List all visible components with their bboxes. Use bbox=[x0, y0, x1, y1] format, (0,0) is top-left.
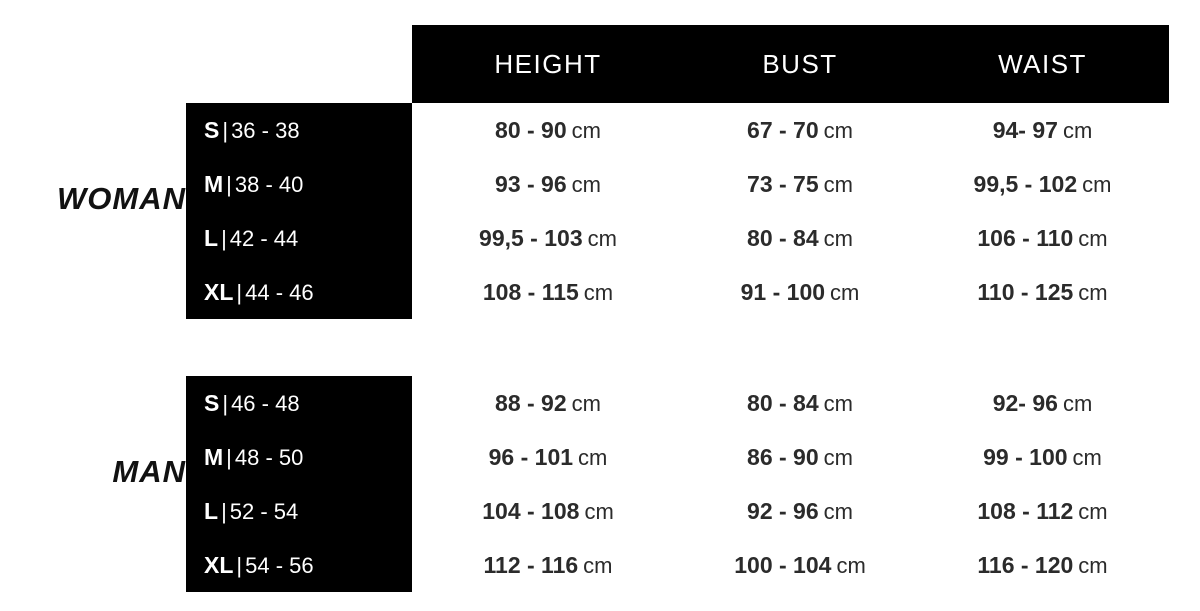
size-code: M bbox=[204, 170, 224, 197]
size-code: L bbox=[204, 224, 219, 251]
cell-bust bbox=[684, 171, 916, 198]
cell-bust bbox=[684, 552, 916, 579]
cell-waist bbox=[916, 390, 1169, 417]
unit: cm bbox=[578, 444, 608, 470]
size-separator: | bbox=[222, 390, 229, 416]
column-header-waist: WAIST bbox=[998, 48, 1087, 79]
cell-waist bbox=[916, 279, 1169, 306]
value: 92- 96 bbox=[992, 389, 1058, 416]
row-size-label bbox=[186, 498, 412, 525]
value: 96 - 101 bbox=[488, 443, 574, 470]
row-size-label bbox=[186, 117, 412, 144]
value: 112 - 116 bbox=[483, 551, 579, 578]
value: 108 - 115 bbox=[482, 278, 579, 305]
value: 73 - 75 bbox=[747, 170, 819, 197]
unit: cm bbox=[1072, 444, 1102, 470]
value: 99,5 - 102 bbox=[973, 170, 1078, 197]
cell-waist bbox=[916, 498, 1169, 525]
size-code: S bbox=[204, 389, 220, 416]
size-eu-range: 54 - 56 bbox=[245, 552, 314, 578]
row-size-label bbox=[186, 552, 412, 579]
unit: cm bbox=[1078, 498, 1108, 524]
size-eu-range: 44 - 46 bbox=[245, 279, 314, 305]
unit: cm bbox=[823, 225, 853, 251]
size-rows-man bbox=[186, 376, 1169, 592]
table-row bbox=[186, 265, 1169, 319]
table-row bbox=[186, 103, 1169, 157]
unit: cm bbox=[571, 390, 601, 416]
size-eu-range: 52 - 54 bbox=[229, 498, 299, 524]
size-rows-woman bbox=[186, 103, 1169, 319]
unit: cm bbox=[583, 552, 613, 578]
value: 80 - 90 bbox=[495, 116, 567, 143]
cell-bust bbox=[684, 117, 916, 144]
unit: cm bbox=[583, 279, 614, 305]
unit: cm bbox=[571, 117, 601, 143]
unit: cm bbox=[823, 117, 853, 143]
value: 88 - 92 bbox=[495, 389, 567, 416]
unit: cm bbox=[1062, 390, 1093, 416]
size-separator: | bbox=[221, 225, 227, 251]
table-row bbox=[186, 538, 1169, 592]
unit: cm bbox=[587, 225, 617, 251]
size-code: XL bbox=[204, 278, 234, 305]
unit: cm bbox=[1078, 279, 1108, 305]
value: 91 - 100 bbox=[740, 278, 826, 305]
unit: cm bbox=[823, 171, 853, 197]
unit: cm bbox=[1062, 117, 1093, 143]
table-row bbox=[186, 430, 1169, 484]
cell-waist bbox=[916, 171, 1169, 198]
cell-height bbox=[412, 225, 684, 252]
value: 80 - 84 bbox=[747, 389, 819, 416]
cell-height bbox=[412, 117, 684, 144]
size-code: S bbox=[204, 116, 220, 143]
table-row bbox=[186, 376, 1169, 430]
cell-height bbox=[412, 498, 684, 525]
cell-bust bbox=[684, 498, 916, 525]
unit: cm bbox=[571, 171, 601, 197]
size-eu-range: 42 - 44 bbox=[229, 225, 299, 251]
row-size-label bbox=[186, 444, 412, 471]
value: 106 - 110 bbox=[977, 224, 1074, 251]
row-size-label bbox=[186, 390, 412, 417]
unit: cm bbox=[823, 444, 853, 470]
size-separator: | bbox=[222, 117, 229, 143]
cell-height bbox=[412, 552, 684, 579]
size-separator: | bbox=[226, 444, 232, 470]
unit: cm bbox=[823, 498, 853, 524]
value: 67 - 70 bbox=[747, 116, 819, 143]
value: 108 - 112 bbox=[977, 497, 1074, 524]
unit: cm bbox=[836, 552, 866, 578]
unit: cm bbox=[1082, 171, 1112, 197]
table-row bbox=[186, 211, 1169, 265]
cell-waist bbox=[916, 117, 1169, 144]
value: 104 - 108 bbox=[482, 497, 580, 524]
row-size-label bbox=[186, 171, 412, 198]
value: 100 - 104 bbox=[734, 551, 832, 578]
cell-bust bbox=[684, 444, 916, 471]
size-code: XL bbox=[204, 551, 234, 578]
group-label-man: MAN bbox=[112, 454, 186, 489]
value: 80 - 84 bbox=[747, 224, 819, 251]
size-eu-range: 36 - 38 bbox=[231, 117, 300, 143]
cell-waist bbox=[916, 444, 1169, 471]
value: 110 - 125 bbox=[977, 278, 1074, 305]
unit: cm bbox=[584, 498, 614, 524]
size-code: M bbox=[204, 443, 224, 470]
cell-bust bbox=[684, 390, 916, 417]
cell-height bbox=[412, 171, 684, 198]
unit: cm bbox=[823, 390, 853, 416]
table-row bbox=[186, 157, 1169, 211]
row-size-label bbox=[186, 225, 412, 252]
cell-bust bbox=[684, 225, 916, 252]
value: 99,5 - 103 bbox=[479, 224, 583, 251]
group-label-woman: WOMAN bbox=[57, 181, 186, 216]
column-header-bust: BUST bbox=[762, 48, 838, 79]
cell-bust bbox=[684, 279, 916, 306]
size-separator: | bbox=[236, 279, 243, 305]
unit: cm bbox=[1078, 552, 1108, 578]
cell-waist bbox=[916, 225, 1169, 252]
value: 99 - 100 bbox=[983, 443, 1068, 470]
cell-height bbox=[412, 390, 684, 417]
unit: cm bbox=[1078, 225, 1108, 251]
row-size-label bbox=[186, 279, 412, 306]
size-separator: | bbox=[236, 552, 243, 578]
size-separator: | bbox=[226, 171, 232, 197]
size-eu-range: 38 - 40 bbox=[234, 171, 304, 197]
unit: cm bbox=[830, 279, 860, 305]
size-eu-range: 48 - 50 bbox=[234, 444, 304, 470]
cell-waist bbox=[916, 552, 1169, 579]
value: 93 - 96 bbox=[495, 170, 567, 197]
value: 94- 97 bbox=[992, 116, 1058, 143]
size-chart-header bbox=[412, 25, 1169, 103]
value: 86 - 90 bbox=[747, 443, 819, 470]
value: 92 - 96 bbox=[747, 497, 819, 524]
size-code: L bbox=[204, 497, 219, 524]
cell-height bbox=[412, 279, 684, 306]
cell-height bbox=[412, 444, 684, 471]
column-header-height: HEIGHT bbox=[494, 48, 602, 79]
value: 116 - 120 bbox=[977, 551, 1074, 578]
size-separator: | bbox=[221, 498, 227, 524]
size-eu-range: 46 - 48 bbox=[231, 390, 300, 416]
table-row bbox=[186, 484, 1169, 538]
